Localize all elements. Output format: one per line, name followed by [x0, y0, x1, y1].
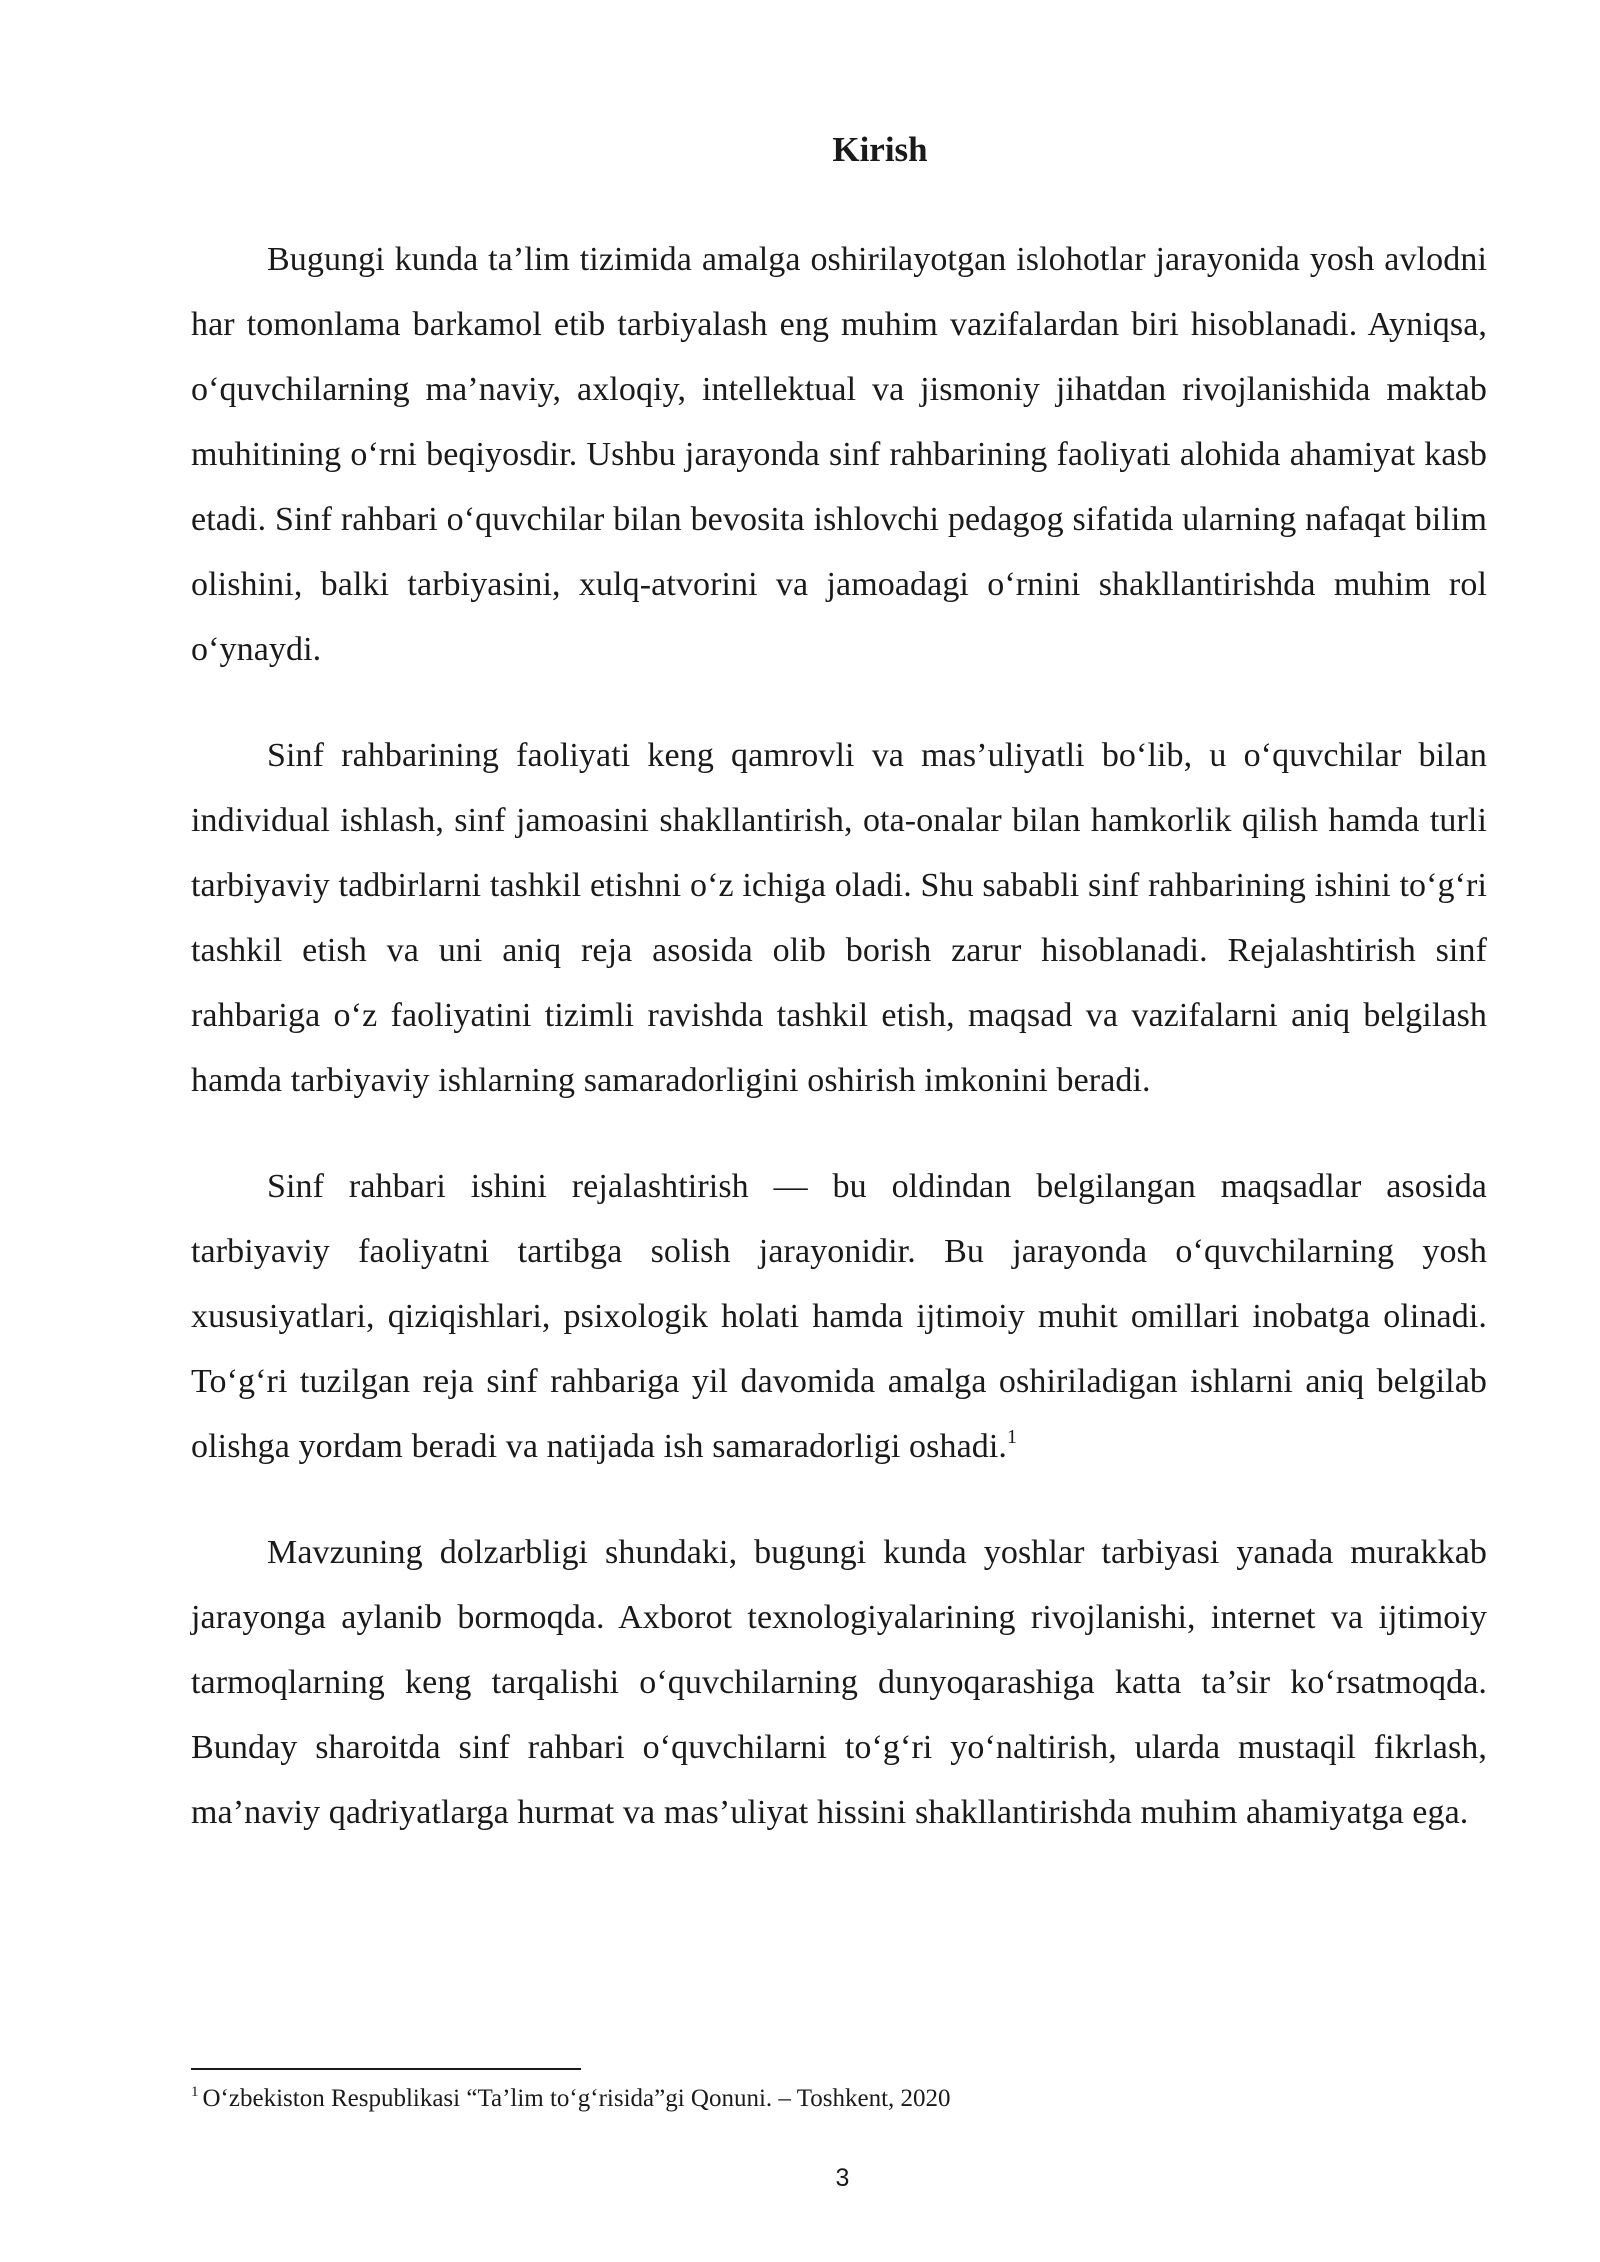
- paragraph-1-text: Bugungi kunda ta’lim tizimida amalga oshirilayotgan islohotlar jarayonida yosh avlodni har tomonlama barkamol etib tarbiyalash eng muhim vazifalardan biri hisoblanadi. Ayniqsa, o‘quvchilarning ma’naviy, axloqiy, intellektual va jismoniy jihatdan rivojlanishida maktab muhitining o‘rni beqiyosdir. Ushbu jarayonda sinf rahbarining faoliyati alohida ahamiyat kasb etadi. Sinf rahbari o‘quvchilar bilan bevosita ishlovchi pedagog sifatida ularning nafaqat bilim olishini, balki tarbiyasini, xulq-atvorini va jamoadagi o‘rnini shakllantirishda muhim rol o‘ynaydi.: [191, 241, 1487, 668]
- paragraph-2: [191, 723, 1487, 1113]
- paragraph-1: [191, 227, 1487, 682]
- paragraph-2-text: Sinf rahbarining faoliyati keng qamrovli va mas’uliyatli bo‘lib, u o‘quvchilar bilan individual ishlash, sinf jamoasini shakllantirish, ota-onalar bilan hamkorlik qilish hamda turli tarbiyaviy tadbirlarni tashkil etishni o‘z ichiga oladi. Shu sababli sinf rahbarining ishini to‘g‘ri tashkil etish va uni aniq reja asosida olib borish zarur hisoblanadi. Rejalashtirish sinf rahbariga o‘z faoliyatini tizimli ravishda tashkil etish, maqsad va vazifalarni aniq belgilash hamda tarbiyaviy ishlarning samaradorligini oshirish imkonini beradi.: [191, 737, 1487, 1099]
- paragraph-4: [191, 1520, 1487, 1845]
- page-number: 3: [835, 2164, 850, 2192]
- body-text: [191, 227, 1487, 1886]
- footnote-reference[interactable]: 1: [1007, 1426, 1018, 1448]
- footnote-separator: [191, 2068, 581, 2070]
- paragraph-3: [191, 1154, 1487, 1479]
- footnote: [191, 2082, 1487, 2116]
- section-title: Kirish: [832, 130, 928, 169]
- footnote-marker: 1: [191, 2084, 199, 2100]
- paragraph-3-text: Sinf rahbari ishini rejalashtirish — bu oldindan belgilangan maqsadlar asosida tarbiyaviy faoliyatni tartibga solish jarayonidir. Bu jarayonda o‘quvchilarning yosh xususiyatlari, qiziqishlari, psixologik holati hamda ijtimoiy muhit omillari inobatga olinadi. To‘g‘ri tuzilgan reja sinf rahbariga yil davomida amalga oshiriladigan ishlarni aniq belgilab olishga yordam beradi va natijada ish samaradorligi oshadi.: [191, 1168, 1487, 1465]
- footnote-text: O‘zbekiston Respublikasi “Ta’lim to‘g‘risida”gi Qonuni. – Toshkent, 2020: [202, 2085, 951, 2112]
- paragraph-4-text: Mavzuning dolzarbligi shundaki, bugungi kunda yoshlar tarbiyasi yanada murakkab jarayonga aylanib bormoqda. Axborot texnologiyalarining rivojlanishi, internet va ijtimoiy tarmoqlarning keng tarqalishi o‘quvchilarning dunyoqarashiga katta ta’sir ko‘rsatmoqda. Bunday sharoitda sinf rahbari o‘quvchilarni to‘g‘ri yo‘naltirish, ularda mustaqil fikrlash, ma’naviy qadriyatlarga hurmat va mas’uliyat hissini shakllantirishda muhim ahamiyatga ega.: [191, 1534, 1487, 1831]
